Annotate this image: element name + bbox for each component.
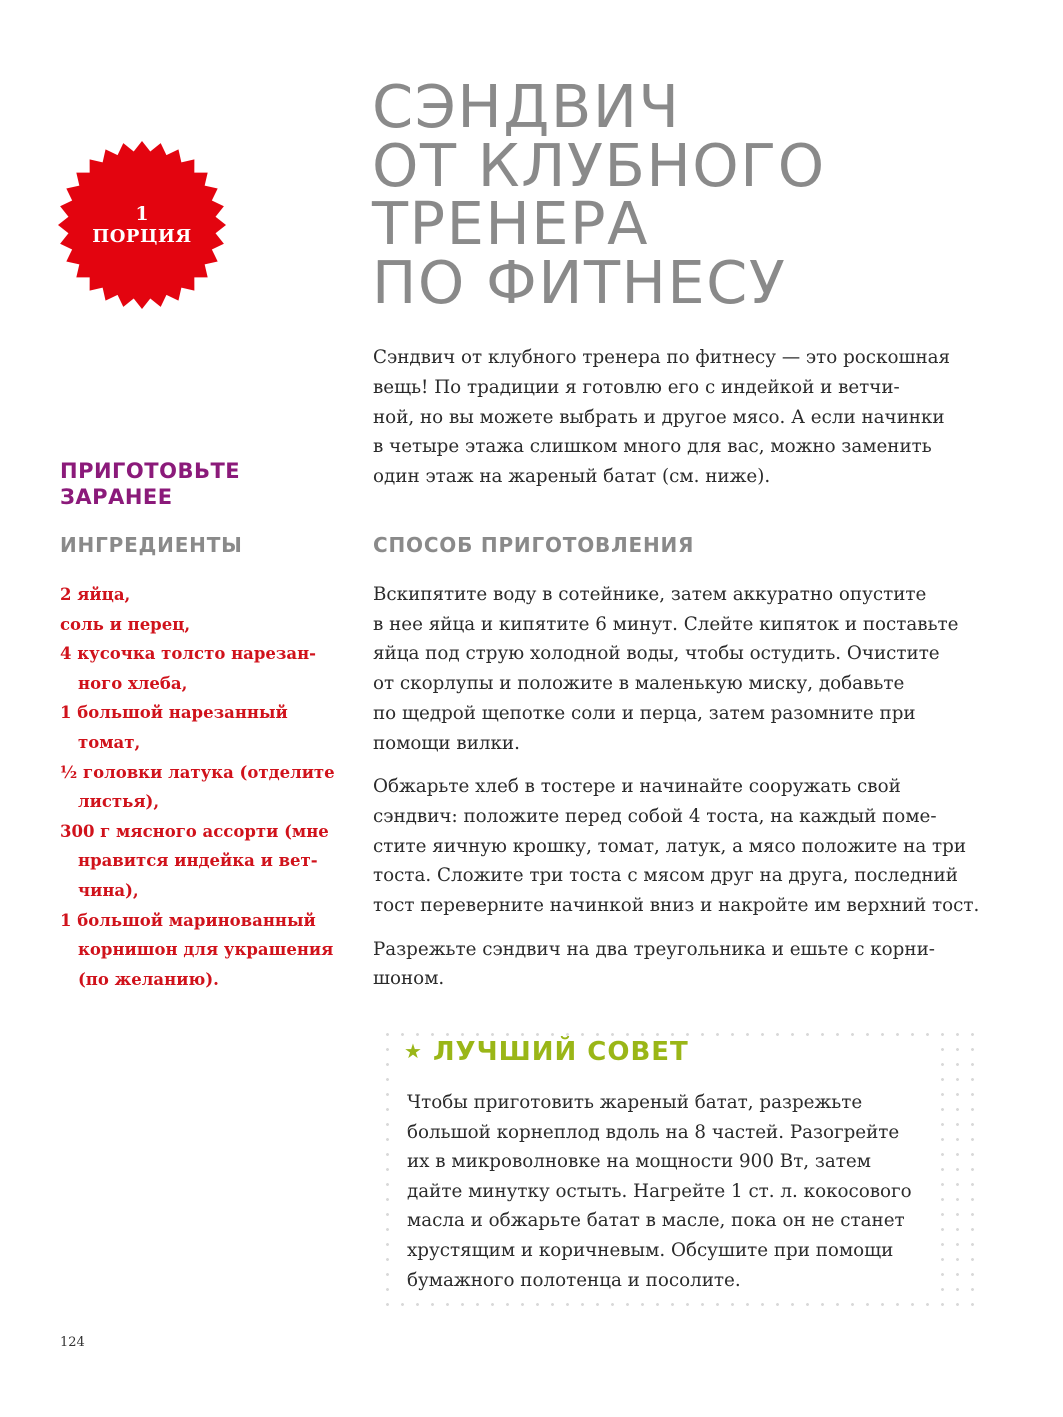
ingredient-line: ного хлеба, bbox=[78, 673, 188, 693]
method-line: стите яичную крошку, томат, латук, а мясо положите на три bbox=[373, 835, 967, 857]
ingredient-item bbox=[60, 610, 360, 640]
ingredient-line: 4 кусочка толсто нарезан- bbox=[60, 644, 317, 664]
tip-text bbox=[407, 1088, 937, 1295]
tip-line: большой корнеплод вдоль на 8 частей. Разогрейте bbox=[407, 1121, 900, 1143]
star-icon: ★ bbox=[404, 1039, 423, 1063]
prepare-ahead-line: ПРИГОТОВЬТЕ bbox=[60, 459, 241, 483]
intro-line: один этаж на жареный батат (см. ниже). bbox=[373, 466, 771, 488]
ingredients-list bbox=[60, 580, 360, 994]
recipe-intro bbox=[373, 343, 993, 492]
method-text bbox=[373, 580, 993, 1008]
page-number: 124 bbox=[60, 1335, 85, 1350]
servings-count: 1 bbox=[135, 202, 149, 225]
method-line: тоста. Сложите три тоста с мясом друг на друга, последний bbox=[373, 865, 958, 887]
intro-line: в четыре этажа слишком много для вас, можно заменить bbox=[373, 436, 932, 458]
prepare-ahead-line: ЗАРАНЕЕ bbox=[60, 485, 173, 509]
ingredient-line: соль и перец, bbox=[60, 614, 191, 634]
intro-line: вещь! По традиции я готовлю его с индейкой и ветчи- bbox=[373, 376, 900, 398]
servings-label: ПОРЦИЯ bbox=[92, 225, 192, 247]
method-line: по щедрой щепотке соли и перца, затем разомните при bbox=[373, 702, 916, 724]
ingredient-item bbox=[60, 906, 360, 995]
method-line: от скорлупы и положите в маленькую миску, добавьте bbox=[373, 673, 905, 695]
title-line: ТРЕНЕРА bbox=[372, 189, 649, 258]
method-line: Разрежьте сэндвич на два треугольника и ешьте с корни- bbox=[373, 938, 935, 960]
tip-heading-label: ЛУЧШИЙ СОВЕТ bbox=[432, 1037, 689, 1067]
tip-panel bbox=[390, 1037, 930, 1292]
title-line: ОТ КЛУБНОГО bbox=[372, 130, 826, 200]
method-line: помощи вилки. bbox=[373, 732, 520, 754]
servings-badge bbox=[57, 140, 227, 310]
ingredient-line: ½ головки латука (отделите bbox=[60, 762, 335, 782]
method-line: шоном. bbox=[373, 968, 445, 990]
tip-line: дайте минутку остыть. Нагрейте 1 ст. л. кокосового bbox=[407, 1180, 912, 1202]
method-line: Обжарьте хлеб в тостере и начинайте сооружать свой bbox=[373, 776, 901, 798]
ingredient-item bbox=[60, 817, 360, 906]
tip-line: Чтобы приготовить жареный батат, разрежьте bbox=[407, 1092, 863, 1113]
servings-badge-text bbox=[57, 140, 227, 310]
ingredients-heading: ИНГРЕДИЕНТЫ bbox=[60, 533, 243, 557]
ingredient-line: корнишон для украшения bbox=[78, 940, 334, 960]
method-paragraph bbox=[373, 935, 993, 994]
tip-line: бумажного полотенца и посолите. bbox=[407, 1269, 741, 1291]
method-line: Вскипятите воду в сотейнике, затем аккуратно опустите bbox=[373, 584, 927, 605]
tip-line: масла и обжарьте батат в масле, пока он не станет bbox=[407, 1210, 905, 1232]
intro-line: ной, но вы можете выбрать и другое мясо. А если начинки bbox=[373, 406, 945, 428]
method-paragraph bbox=[373, 772, 993, 921]
title-line: ПО ФИТНЕСУ bbox=[372, 247, 787, 317]
ingredient-line: 300 г мясного ассорти (мне bbox=[60, 821, 329, 841]
prepare-ahead-heading bbox=[60, 458, 240, 510]
method-heading: СПОСОБ ПРИГОТОВЛЕНИЯ bbox=[373, 533, 695, 557]
ingredient-line: томат, bbox=[78, 732, 141, 752]
ingredient-line: нравится индейка и вет- bbox=[78, 851, 318, 871]
tip-box bbox=[380, 1027, 975, 1312]
ingredient-line: листья), bbox=[78, 792, 160, 812]
ingredient-line: 1 большой маринованный bbox=[60, 910, 316, 930]
ingredient-item bbox=[60, 580, 360, 610]
tip-line: их в микроволновке на мощности 900 Вт, затем bbox=[407, 1151, 871, 1173]
ingredient-item bbox=[60, 639, 360, 698]
method-line: тост переверните начинкой вниз и накройте им верхний тост. bbox=[373, 895, 980, 917]
ingredient-line: (по желанию). bbox=[78, 969, 219, 989]
ingredient-line: чина), bbox=[78, 880, 139, 900]
tip-line: хрустящим и коричневым. Обсушите при помощи bbox=[407, 1239, 894, 1261]
method-line: яйца под струю холодной воды, чтобы остудить. Очистите bbox=[373, 643, 940, 665]
method-line: сэндвич: положите перед собой 4 тоста, на каждый поме- bbox=[373, 805, 937, 827]
method-line: в нее яйца и кипятите 6 минут. Слейте кипяток и поставьте bbox=[373, 613, 959, 635]
tip-heading bbox=[404, 1037, 689, 1067]
ingredient-line: 2 яйца, bbox=[60, 585, 131, 604]
ingredient-line: 1 большой нарезанный bbox=[60, 703, 288, 723]
ingredient-item bbox=[60, 758, 360, 817]
method-paragraph bbox=[373, 580, 993, 758]
title-line: СЭНДВИЧ bbox=[372, 72, 681, 141]
intro-line: Сэндвич от клубного тренера по фитнесу — это роскошная bbox=[373, 347, 951, 368]
recipe-title bbox=[372, 72, 1032, 317]
ingredient-item bbox=[60, 698, 360, 757]
